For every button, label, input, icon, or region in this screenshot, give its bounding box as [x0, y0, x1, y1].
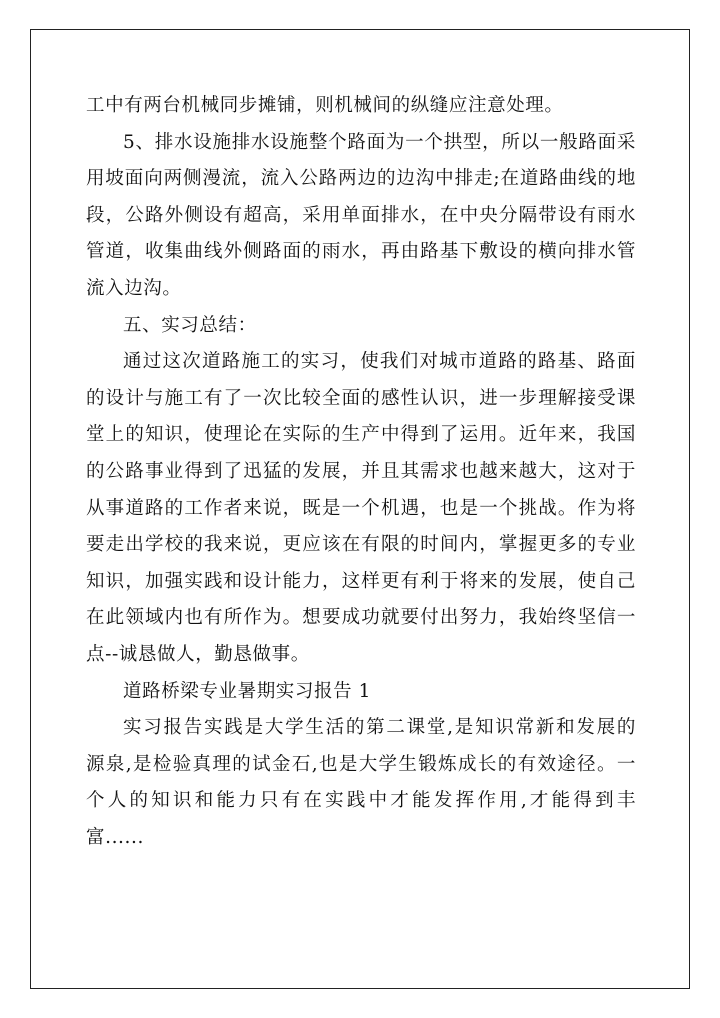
paragraph-line: 从事道路的工作者来说，既是一个机遇，也是一个挑战。作为将 — [86, 497, 636, 519]
paragraph-line: 源泉,是检验真理的试金石,也是大学生锻炼成长的有效途径。一 — [86, 753, 636, 775]
paragraph-line: 个人的知识和能力只有在实践中才能发挥作用,才能得到丰 — [86, 790, 636, 812]
paragraph-line: 堂上的知识，使理论在实际的生产中得到了运用。近年来，我国 — [86, 424, 636, 446]
paragraph-line: 的设计与施工有了一次比较全面的感性认识，进一步理解接受课 — [86, 387, 636, 409]
section-heading: 五、实习总结： — [123, 314, 257, 336]
paragraph-line: 的公路事业得到了迅猛的发展，并且其需求也越来越大，这对于 — [86, 460, 636, 482]
paragraph-line: 管道，收集曲线外侧路面的雨水，再由路基下敷设的横向排水管 — [86, 241, 636, 263]
document-body — [86, 88, 636, 856]
paragraph-line: 用坡面向两侧漫流，流入公路两边的边沟中排走;在道路曲线的地 — [86, 168, 636, 190]
paragraph-line: 流入边沟。 — [86, 277, 182, 299]
paragraph-line: 知识，加强实践和设计能力，这样更有利于将来的发展，使自己 — [86, 570, 636, 592]
paragraph-line: 点--诚恳做人，勤恳做事。 — [86, 643, 310, 665]
paragraph-line: 要走出学校的我来说，更应该在有限的时间内，掌握更多的专业 — [86, 534, 636, 556]
paragraph-line: 通过这次道路施工的实习，使我们对城市道路的路基、路面 — [123, 351, 636, 373]
paragraph-line: 实习报告实践是大学生活的第二课堂,是知识常新和发展的 — [123, 717, 636, 739]
report-title: 道路桥梁专业暑期实习报告 1 — [123, 680, 372, 702]
paragraph-line: 5、排水设施排水设施整个路面为一个拱型，所以一般路面采 — [123, 131, 636, 153]
paragraph-line: 富...... — [86, 826, 144, 848]
paragraph-line: 工中有两台机械同步摊铺，则机械间的纵缝应注意处理。 — [86, 95, 564, 116]
paragraph-line: 段，公路外侧设有超高，采用单面排水，在中央分隔带设有雨水 — [86, 204, 636, 226]
paragraph-line: 在此领域内也有所作为。想要成功就要付出努力，我始终坚信一 — [86, 607, 636, 629]
